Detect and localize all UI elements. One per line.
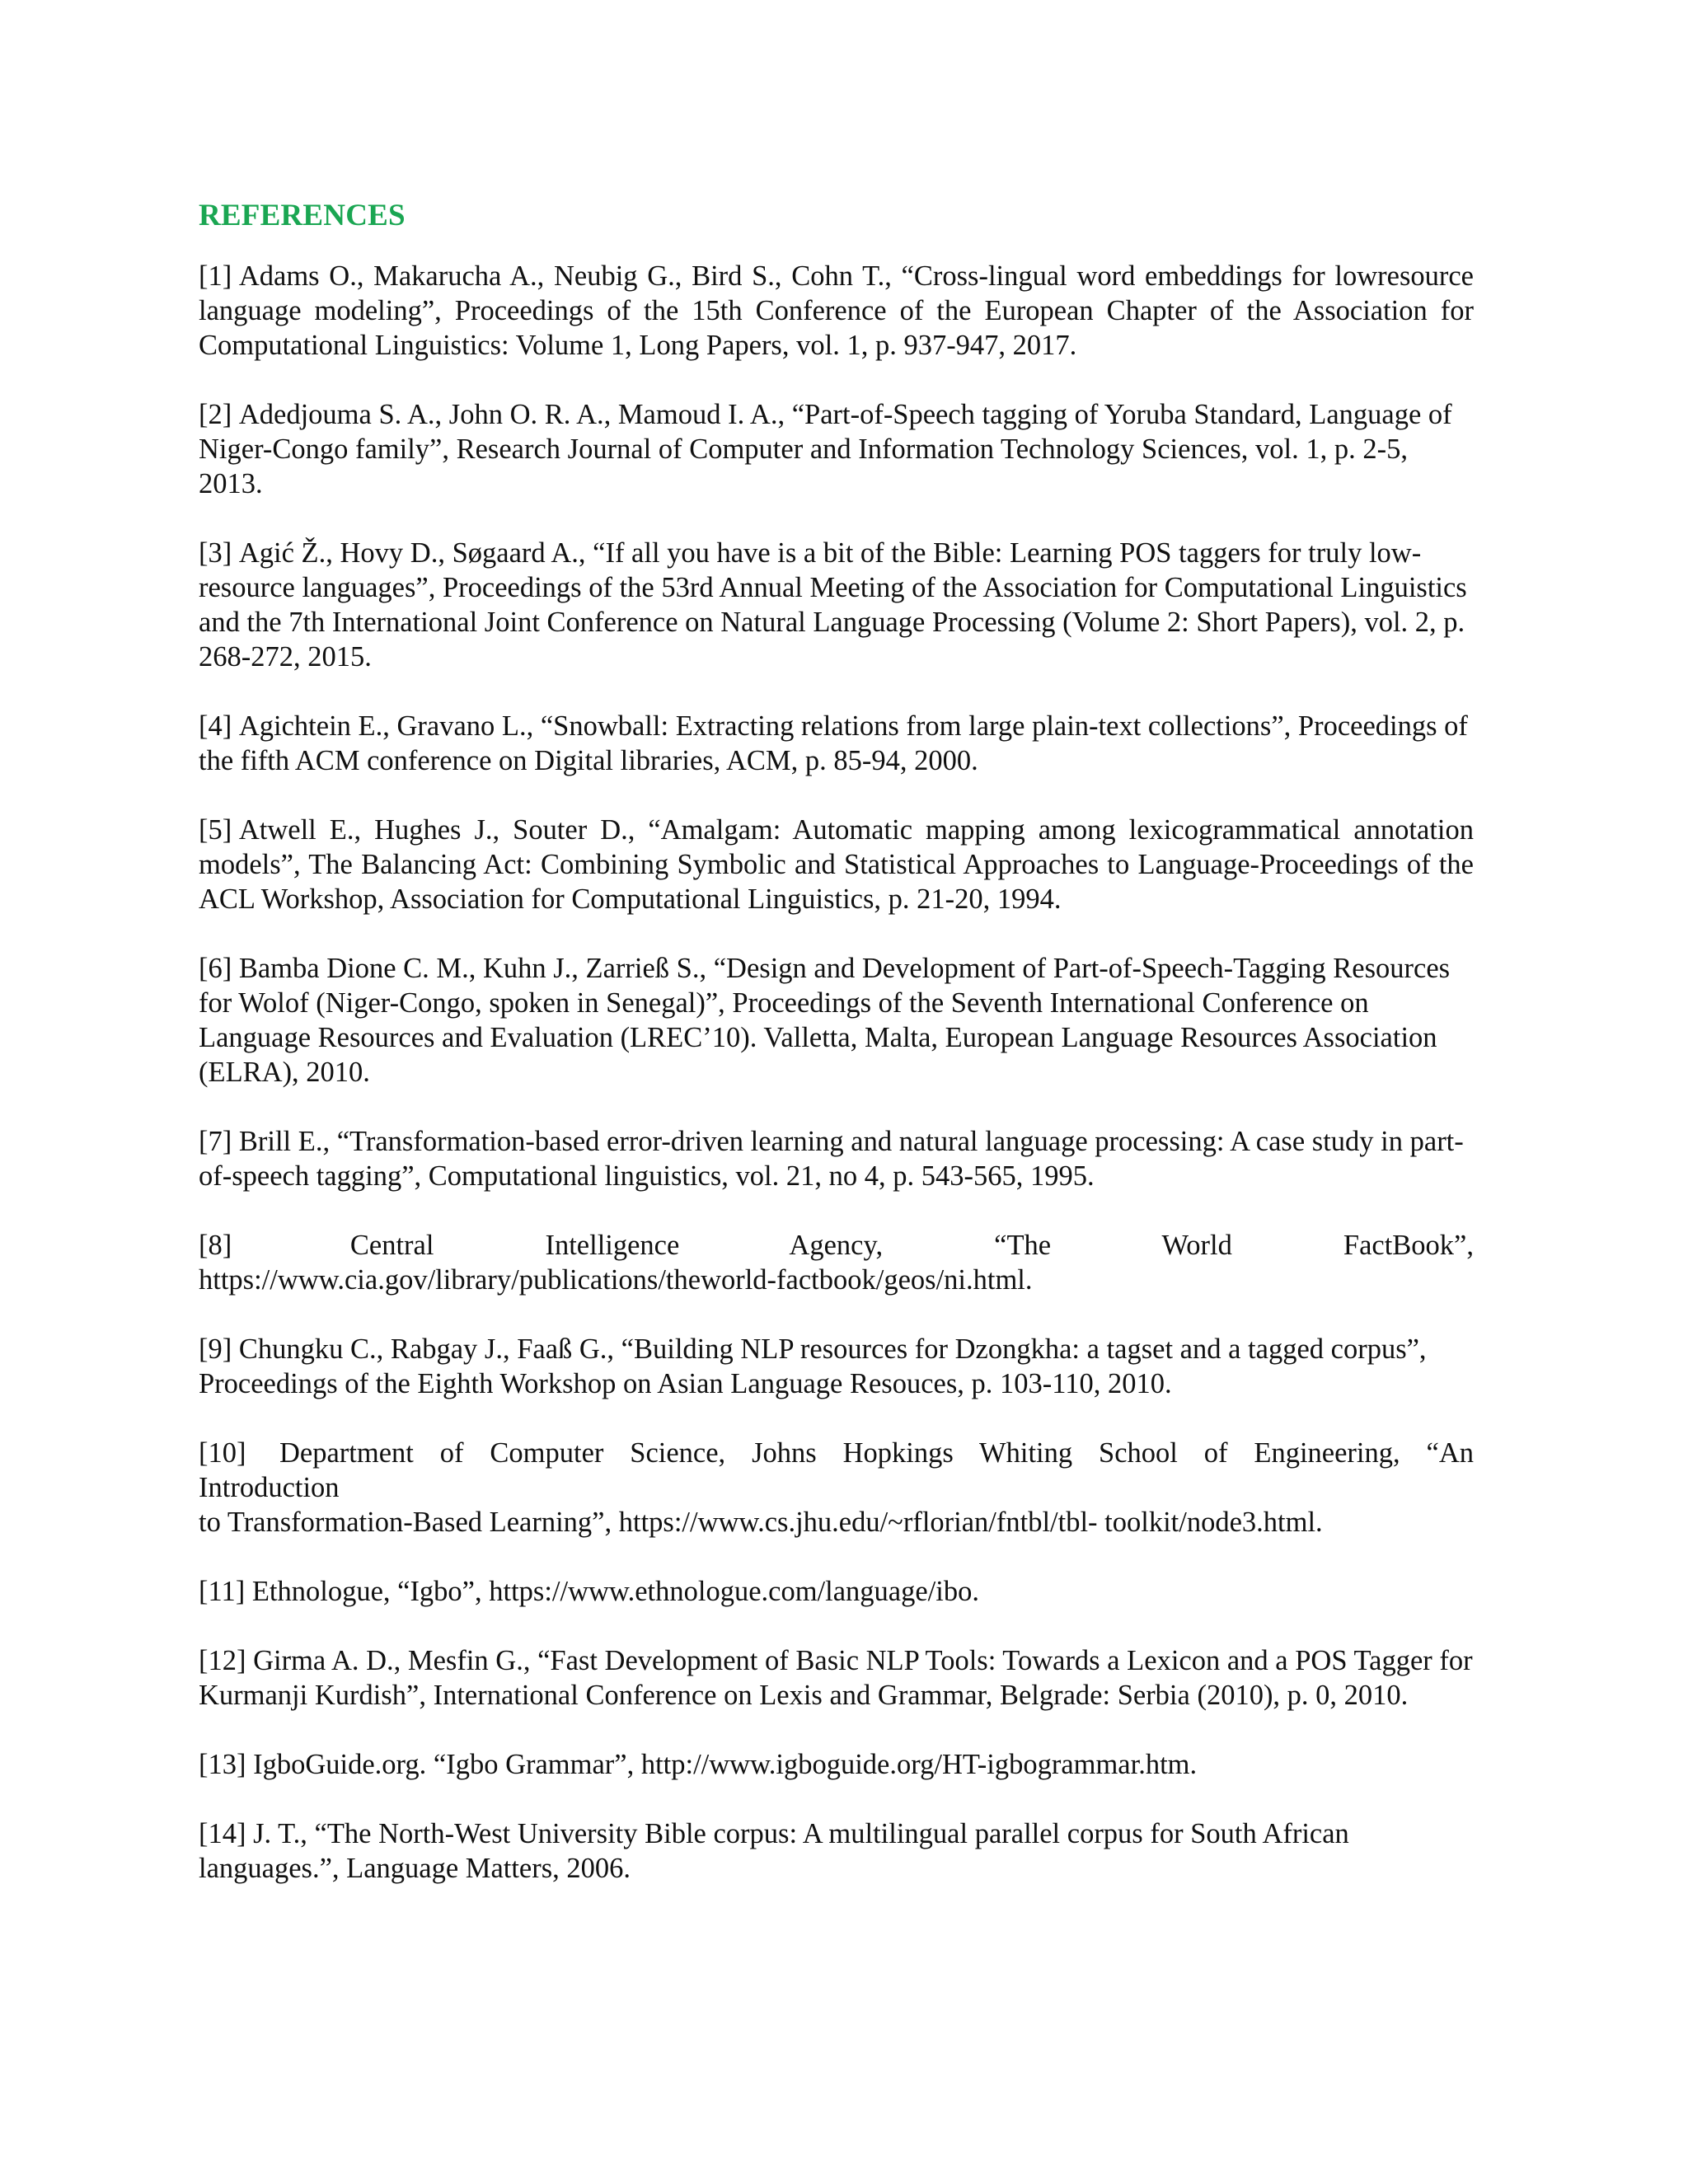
reference-text-line: to Transformation-Based Learning”, https://www.cs.jhu.edu/~rflorian/fntbl/tbl- toolkit/node3.html.	[199, 1507, 1323, 1538]
reference-text: Department of Computer Science, Johns Hopkings Whiting School of Engineering, “An	[279, 1437, 1474, 1469]
reference-item-4	[199, 709, 1474, 778]
reference-item-11	[199, 1574, 1474, 1609]
reference-item-9	[199, 1332, 1474, 1401]
reference-text: Girma A. D., Mesfin G., “Fast Development of Basic NLP Tools: Towards a Lexicon and a POS Tagger for Kurmanji Kurdish”, International Conference on Lexis and Grammar, Belgrade: Serbia (2010), p. 0, 2010.	[199, 1645, 1473, 1711]
reference-text-line: Introduction	[199, 1472, 340, 1503]
reference-item-14	[199, 1816, 1474, 1886]
reference-item-13	[199, 1747, 1474, 1782]
reference-number: [7]	[199, 1126, 232, 1157]
reference-number: [2]	[199, 399, 232, 430]
reference-number: [1]	[199, 260, 232, 292]
reference-item-1	[199, 259, 1474, 363]
reference-number: [6]	[199, 953, 232, 984]
reference-url: https://www.cia.gov/library/publications/theworld-factbook/geos/ni.html.	[199, 1264, 1033, 1296]
reference-line	[199, 1228, 1474, 1263]
reference-text: Atwell E., Hughes J., Souter D., “Amalgam: Automatic mapping among lexicogrammatical annotation models”, The Balancing Act: Combining Symbolic and Statistical Approaches to Language-Proceedings of the ACL Workshop, Association for Computational Linguistics, p. 21-20, 1994.	[199, 814, 1474, 915]
reference-text: Adams O., Makarucha A., Neubig G., Bird S., Cohn T., “Cross-lingual word embeddings for lowresource language modeling”, Proceedings of the 15th Conference of the European Chapter of the Association for Computational Linguistics: Volume 1, Long Papers, vol. 1, p. 937-947, 2017.	[199, 260, 1474, 361]
reference-number: [9]	[199, 1333, 232, 1365]
reference-text: Adedjouma S. A., John O. R. A., Mamoud I. A., “Part-of-Speech tagging of Yoruba Standard, Language of Niger-Congo family”, Research Journal of Computer and Information Technology Sciences, vol. 1, p. 2-5, 2013.	[199, 399, 1452, 499]
reference-item-5	[199, 813, 1474, 916]
reference-number: [5]	[199, 814, 232, 846]
reference-number: [8]	[199, 1230, 232, 1261]
reference-number: [14]	[199, 1818, 246, 1849]
reference-list	[199, 259, 1474, 1886]
reference-text: Agichtein E., Gravano L., “Snowball: Extracting relations from large plain-text collections”, Proceedings of the fifth ACM conference on Digital libraries, ACM, p. 85-94, 2000.	[199, 710, 1468, 776]
reference-item-2	[199, 397, 1474, 501]
reference-number: [11]	[199, 1576, 246, 1607]
reference-text: J. T., “The North-West University Bible corpus: A multilingual parallel corpus for South African languages.”, Language Matters, 2006.	[199, 1818, 1349, 1884]
reference-text: IgboGuide.org. “Igbo Grammar”, http://www.igboguide.org/HT-igbogrammar.htm.	[253, 1749, 1198, 1780]
reference-number: [4]	[199, 710, 232, 742]
references-page	[199, 191, 1474, 1920]
reference-line	[199, 1436, 1474, 1470]
reference-text: Brill E., “Transformation-based error-driven learning and natural language processing: A case study in part-of-speech tagging”, Computational linguistics, vol. 21, no 4, p. 543-565, 1995.	[199, 1126, 1464, 1192]
reference-item-7	[199, 1124, 1474, 1193]
reference-text: Agić Ž., Hovy D., Søgaard A., “If all you have is a bit of the Bible: Learning POS taggers for truly low-resource languages”, Proceedings of the 53rd Annual Meeting of the Association for Computational Linguistics and the 7th International Joint Conference on Natural Language Processing (Volume 2: Short Papers), vol. 2, p. 268-272, 2015.	[199, 537, 1467, 673]
reference-text: Ethnologue, “Igbo”, https://www.ethnologue.com/language/ibo.	[251, 1576, 979, 1607]
reference-item-3	[199, 536, 1474, 674]
reference-number: [13]	[199, 1749, 246, 1780]
reference-item-8	[199, 1228, 1474, 1297]
section-heading: REFERENCES	[199, 199, 406, 232]
reference-item-6	[199, 951, 1474, 1090]
reference-text: Bamba Dione C. M., Kuhn J., Zarrieß S., “Design and Development of Part-of-Speech-Tagging Resources for Wolof (Niger-Congo, spoken in Senegal)”, Proceedings of the Seventh International Conference on Language Resources and Evaluation (LREC’10). Valletta, Malta, European Language Resources Association (ELRA), 2010.	[199, 953, 1451, 1088]
reference-item-10	[199, 1436, 1474, 1540]
reference-number: [3]	[199, 537, 232, 569]
reference-text: Chungku C., Rabgay J., Faaß G., “Building NLP resources for Dzongkha: a tagset and a tagged corpus”, Proceedings of the Eighth Workshop on Asian Language Resouces, p. 103-110, 2010.	[199, 1333, 1427, 1399]
reference-number: [12]	[199, 1645, 246, 1676]
reference-text: Central Intelligence Agency, “The World FactBook”,	[349, 1230, 1474, 1261]
reference-item-12	[199, 1643, 1474, 1713]
reference-number: [10]	[199, 1437, 246, 1469]
